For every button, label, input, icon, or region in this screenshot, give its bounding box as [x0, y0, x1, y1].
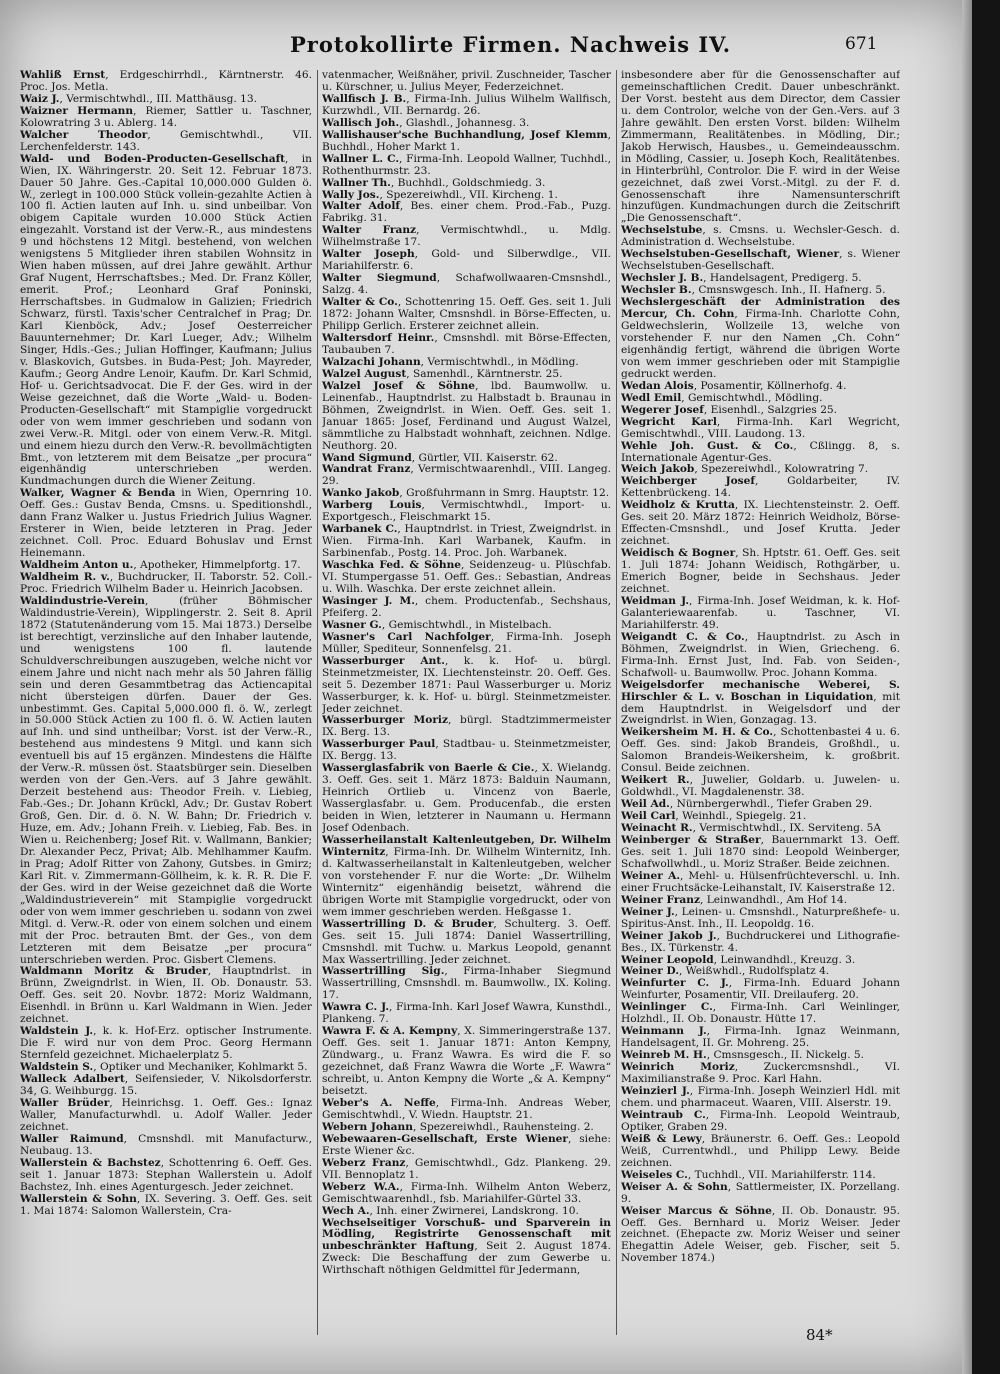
entry-name: Weinberger & Straßer	[621, 834, 761, 846]
entry-name: Weikersheim M. H. & Co.	[621, 726, 774, 739]
register-entry	[621, 632, 900, 680]
entry-text: , Firma-Inh. Josef Weidman, k. k. Hof-Galanteriewaarenfab. u. Taschner, VI. Mariahilferstr. 49.	[621, 594, 900, 631]
entry-name: Weidholz & Krutta	[621, 499, 735, 512]
entry-text: , Spezereiwhdl., VII. Kircheng. 1.	[379, 188, 558, 201]
register-entry	[621, 1086, 900, 1110]
entry-name: Walker, Wagner & Benda	[20, 487, 176, 500]
entry-name: Waldmann Moritz & Bruder	[20, 965, 208, 978]
page-number: 671	[845, 34, 878, 54]
entry-text: , Eisenhdl., Salzgries 25.	[703, 403, 838, 416]
register-entry	[621, 835, 900, 871]
entry-text: , Optiker und Mechaniker, Kohlmarkt 5.	[93, 1061, 308, 1074]
entry-name: Wawra C. J.	[322, 1001, 390, 1014]
register-entry	[20, 1158, 312, 1194]
entry-text: , Gemischtwhdl., Mödling.	[681, 391, 823, 404]
entry-name: Wassertrilling D. & Bruder	[322, 917, 494, 930]
register-entry	[621, 871, 900, 895]
register-entry	[322, 656, 611, 716]
entry-text: , Leinwandhdl., Kreuzg. 3.	[713, 953, 856, 966]
entry-name: Wech A.	[322, 1204, 370, 1217]
register-entry	[322, 632, 611, 656]
entry-name: Weich Jakob	[621, 463, 695, 476]
entry-text: , Firma-Inh. Dr. Wilhelm Winternitz, Inh. d. Kaltwasserheilanstalt in Kaltenleutgeben, welcher von vorstehender F. nur die Worte: „Dr. Wilhelm Winternitz“ eigenhändig beisetzt, während die übrigen Worte mit Stampiglie vorgedruckt, oder von wem immer geschrieben werden. Heßgasse 1.	[322, 845, 611, 918]
entry-text: , Erdgeschirrhdl., Kärntnerstr. 46. Proc. Jos. Metla.	[20, 70, 312, 93]
entry-name: Walzel August	[322, 367, 407, 380]
entry-name: Wehle Joh. Gust. & Co.	[621, 439, 794, 452]
register-entry	[20, 106, 312, 130]
entry-text: , Spezereiwhdl., Rauhensteing. 2.	[412, 1120, 594, 1133]
entry-name: Weil Ad.	[621, 798, 670, 811]
entry-name: Wanko Jakob	[322, 487, 400, 500]
entry-text: , IX. Severing. 3. Oeff. Ges. seit 1. Mai 1874: Salomon Wallerstein, Cra-	[20, 1192, 312, 1217]
column-divider	[317, 70, 318, 1335]
entry-text: , Vermischtwhdl., Import- u. Exportgesch., Fleischmarkt 15.	[322, 499, 611, 524]
entry-name: Wechselstube	[621, 224, 703, 237]
entry-text: , Spezereiwhdl., Kolowratring 7.	[694, 463, 869, 476]
entry-name: Wald- und Boden-Producten-Gesellschaft	[20, 152, 286, 165]
entry-name: Wasserburger Ant.	[322, 654, 445, 667]
register-entry	[621, 1002, 900, 1026]
entry-name: Weber's A. Neffe	[322, 1096, 436, 1109]
entry-name: Weiser Marcus & Söhne	[621, 1204, 772, 1217]
entry-text: , Firma-Inh. Andreas Weber, Gemischtwhdl., V. Wiedn. Hauptstr. 21.	[322, 1096, 611, 1121]
column-2	[322, 70, 611, 1340]
entry-text: , Leinwandhdl., Am Hof 14.	[700, 893, 848, 906]
register-entry	[621, 1062, 900, 1086]
entry-text: , Hauptndrlst. in Triest, Zweigndrlst. in Wien. Firma-Inh. Karl Warbanek, Kaufm. in Sarbinenfab., Postg. 14. Proc. Joh. Warbanek.	[322, 523, 611, 560]
entry-name: Wasinger J. M.	[322, 594, 415, 607]
entry-name: Wechslergeschäft der Administration des Mercur, Ch. Cohn	[621, 296, 900, 321]
entry-text: , Inh. einer Zwirnerei, Landskrong. 10.	[369, 1204, 579, 1217]
entry-name: Weigandt C. & Co.	[621, 630, 745, 643]
register-entry	[322, 739, 611, 763]
entry-name: Waizner Hermann	[20, 104, 134, 117]
register-entry	[621, 417, 900, 441]
register-entry	[322, 596, 611, 620]
entry-text: vatenmacher, Weißnäher, privil. Zuschneider, Tascher u. Kürschner, u. Julius Meyer, Federzeichnet.	[322, 70, 611, 93]
register-entry	[322, 500, 611, 524]
entry-name: Wasner G.	[322, 618, 382, 631]
entry-text: , Samenhdl., Kärntnerstr. 25.	[406, 367, 563, 380]
entry-text: , Firma-Inh. Leopold Weintraub, Optiker, Graben 29.	[621, 1108, 900, 1133]
entry-name: Walter & Co.	[322, 296, 398, 309]
entry-text: , Buchhdl., Hoher Markt 1.	[322, 128, 611, 153]
entry-name: Waldindustrie-Verein	[20, 594, 145, 607]
entry-text: , Firma-Inh. Karl Josef Wawra, Kunsthdl., Plankeng. 7.	[322, 1001, 611, 1026]
entry-text: , Firma-Inh. Leopold Wallner, Tuchhdl., Rothenthurmstr. 23.	[322, 152, 611, 177]
entry-name: Waiz J.	[20, 92, 60, 105]
entry-text: , Tuchhdl., VII. Mariahilferstr. 114.	[687, 1168, 876, 1181]
entry-text: , Schottenring 6. Oeff. Ges. seit 1. Januar 1873: Stephan Wallerstein u. Adolf Bachstez, Inh. eines Agenturgesch. Jeder zeichnet.	[20, 1156, 312, 1193]
entry-text: , in Wien, IX. Währingerstr. 20. Seit 12. Februar 1873. Dauer 50 Jahre. Ges.-Capital 10,000.000 Gulden ö. W., zerlegt in 100.000 Stück vollein-gezahlte Actien à 100 fl. Actien lauten auf Inh. u. sind unbeilbar. Von obigem Capitale wurden 10.000 Stück Actien eingezahlt. Vorstand ist der Verw.-R., aus mindestens 9 und höchstens 12 Mitgl. bestehend, von welchen wenigstens 5 Mitglieder ihren stabilen Wohnsitz in Wien haben müssen, auf drei Jahre gewählt. Arthur Graf Nugent, Herrschaftsbes.; Med. Dr. Franz Köller, emerit. Prof.; Leonhard Graf Poninski, Herrschaftsbes. in Gudmalow in Galizien; Friedrich Schwarz, fürstl. Taxis'scher Centralchef in Prag; Dr. Karl Kienböck, Adv.; Josef Oesterreicher Bauunternehmer; Dr. Karl Lueger, Adv.; Wilhelm Singer, Hdls.-Ges.; Julian Hoffinger, Kaufmann; Julius v. Blaskovich, Gutsbes. in Buda-Pest; Joh. Mayreder, Kaufm.; Georg Andre Lenoir, Kaufm. Dr. Karl Schmid, Hof- u. Gerichtsadvocat. Die F. der Ges. wird in der Weise gezeichnet, daß die Worte „Wald- u. Boden-Producten-Gesellschaft“ mit Stampiglie vorgedruckt oder von wem immer geschrieben und sodann von zwei Verw.-R. Mitgl. oder von einem Verw.-R. Mitgl. und einem hiezu durch den Verw.-R. bevollmächtigten Bmt., von letzterem mit dem Beisatze „per procura“ eigenhändig unterschrieben werden. Kundmachungen durch die Wiener Zeitung.	[20, 152, 312, 488]
entry-text: , k. k. Hof- u. bürgl. Steinmetzmeister, IX. Liechtensteinstr. 20. Oeff. Ges. seit 5. Dezember 1871: Paul Wasserburger u. Moriz Wasserburger, k. k. Hof- u. bürgl. Steinmetzmeister. Jeder zeichnet.	[322, 654, 611, 715]
entry-text: , Firma-Inh. Wilhelm Anton Weberz, Gemischtwaarenhdl., fsb. Mariahilfer-Gürtel 33.	[322, 1180, 611, 1205]
entry-text: , Juwelier, Goldarb. u. Juwelen- u. Goldwhdl., VI. Magdalenenstr. 38.	[621, 774, 900, 799]
register-entry	[322, 763, 611, 835]
entry-text: , Buchhdl., Goldschmiedg. 3.	[390, 176, 546, 189]
register-entry	[621, 1206, 900, 1266]
entry-name: Wallner Th.	[322, 176, 391, 189]
entry-text: , Leinen- u. Cmsnshdl., Naturpreßhefe- u. Spiritus-Anst. Inh., II. Leopoldg. 16.	[621, 905, 900, 930]
entry-name: Waldheim R. v.	[20, 571, 110, 584]
entry-text: , chem. Productenfab., Sechshaus, Pfeiferg. 2.	[322, 594, 611, 619]
register-entry	[322, 381, 611, 453]
entry-name: Wechselseitiger Vorschuß- und Sparverein in Mödling, Registrirte Genossenschaft mit unbeschränkter Haftung	[322, 1216, 611, 1253]
register-entry	[621, 907, 900, 931]
entry-text: , Cßlingg. 8, s. Internationale Agentur-Ges.	[621, 439, 900, 464]
entry-name: Waltersdorf Heinr.	[322, 331, 435, 344]
entry-text: , k. k. Hof-Erz. optischer Instrumente. Die F. wird nur von dem Proc. Georg Hermann Sternfeld gezeichnet. Michaelerplatz 5.	[20, 1025, 312, 1062]
register-entry	[322, 333, 611, 357]
entry-text: , Cmsnshdl. mit Manufacturw., Neubaug. 13.	[20, 1132, 312, 1157]
entry-name: Wasserheilanstalt Kaltenleutgeben, Dr. Wilhelm Winternitz	[322, 834, 611, 858]
entry-name: Wallishauser'sche Buchhandlung, Josef Klemm	[322, 128, 608, 141]
register-entry	[322, 966, 611, 1002]
entry-name: Weberz Franz	[322, 1156, 406, 1169]
register-entry	[20, 572, 312, 596]
entry-text: , IX. Liechtensteinstr. 2. Oeff. Ges. seit 20. März 1872: Heinrich Weidholz, Börse-Effecten-Cmsnshdl., und Josef Krutta. Jeder zeichnet.	[621, 499, 900, 548]
register-entry	[322, 464, 611, 488]
entry-text: insbesondere aber für die Genossenschafter auf gemeinschaftlichen Credit. Dauer unbeschränkt. Der Vorst. besteht aus dem Director, dem Cassier u. dem Controlor, welche von der Gen.-Vers. auf 3 Jahre gewählt. Den ersten Vorst. bilden: Wilhelm Zimmermann, Realitätenbes. in Mödling, Dir.; Jakob Herwisch, Hausbes., u. Gemeindeausschm. in Mödling, Cassier, u. Joseph Koch, Realitätenbes. in Hinterbrühl, Controlor. Die F. wird in der Weise gezeichnet, daß zwei Vorst.-Mitgl. zu der F. d. Genossenschaft ihre Namensunterschrift hinzufügen. Kundmachungen durch die Zeitschrift „Die Genossenschaft“.	[621, 70, 900, 225]
entry-name: Weberz W.A.	[322, 1180, 400, 1193]
entry-name: Weil Carl	[621, 810, 676, 823]
entry-name: Walcher Theodor	[20, 128, 148, 141]
entry-text: , Hauptndrlst. zu Asch in Böhmen, Zweigndrlst. in Wien, Griecheng. 6. Firma-Inh. Ernst Just, Ind. Fab. von Seiden-, Schafwoll- u. Baumwollw. Proc. Johann Komma.	[621, 630, 900, 679]
entry-text: , Sattlermeister, IX. Porzellang. 9.	[621, 1180, 900, 1205]
register-entry	[322, 560, 611, 596]
entry-text: , mit dem Hauptndrlst. in Weigelsdorf und der Zweigndrlst. in Wien, Gonzagag. 13.	[621, 690, 900, 727]
entry-text: , Heinrichsg. 1. Oeff. Ges.: Ignaz Waller, Manufacturwhdl. u. Adolf Waller. Jeder zeichnet.	[20, 1096, 312, 1133]
entry-name: Walter Adolf	[322, 200, 400, 213]
entry-text: , Seifensieder, V. Nikolsdorferstr. 34, G. Weihburgg. 15.	[20, 1073, 312, 1098]
entry-name: Weiß & Lewy	[621, 1132, 702, 1145]
register-entry	[20, 596, 312, 967]
entry-text: , Apotheker, Himmelpfortg. 17.	[133, 559, 301, 572]
entry-name: Weiner Franz	[621, 893, 701, 906]
entry-name: Weinfurter C. J.	[621, 977, 729, 990]
entry-name: Waldstein J.	[20, 1025, 94, 1038]
register-entry	[20, 130, 312, 154]
entry-text: , Schottenring 15. Oeff. Ges. seit 1. Juli 1872: Johann Walter, Cmsnshdl. in Börse-Effecten, u. Philipp Gerlich. Ersterer zeichnet allein.	[322, 296, 611, 333]
entry-text: , Firma-Inh. Eduard Johann Weinfurter, Posamentir, VII. Dreilauferg. 20.	[621, 977, 900, 1002]
register-entry	[322, 70, 611, 94]
entry-text: , Firma-Inh. Ignaz Weinmann, Handelsagent, II. Gr. Mohreng. 25.	[621, 1025, 900, 1050]
entry-name: Weinzierl J.	[621, 1085, 690, 1098]
entry-text: , Weißwhdl., Rudolfsplatz 4.	[679, 965, 830, 978]
register-entry	[322, 1158, 611, 1182]
text-columns	[20, 70, 900, 1340]
entry-text: , Vermischtwaarenhdl., VIII. Langeg. 29.	[322, 463, 611, 488]
entry-text: , Nürnbergerwhdl., Tiefer Graben 29.	[669, 798, 873, 811]
entry-name: Weichberger Josef	[621, 475, 755, 488]
entry-name: Weintraub C.	[621, 1108, 706, 1121]
column-3	[621, 70, 900, 1340]
entry-text: , Firma-Inhaber Siegmund Wassertrilling, Cmsnshdl. m. Baumwollw., IX. Koling. 17.	[322, 965, 611, 1002]
entry-name: Wegerer Josef	[621, 403, 704, 416]
entry-name: Wallisch Joh.	[322, 116, 400, 129]
entry-name: Walter Joseph	[322, 248, 415, 261]
entry-text: , Vermischtwhdl., in Mödling.	[420, 355, 579, 368]
entry-name: Weiser A. & Sohn	[621, 1180, 728, 1193]
entry-text: , s. Cmsns. u. Wechsler-Gesch. d. Administration d. Wechselstube.	[621, 224, 900, 249]
register-entry	[20, 1134, 312, 1158]
register-entry	[20, 1194, 312, 1218]
entry-name: Webern Johann	[322, 1120, 413, 1133]
entry-text: , Vermischtwhdl., III. Matthäusg. 13.	[59, 92, 257, 105]
entry-name: Wedan Alois	[621, 379, 694, 392]
register-entry	[621, 500, 900, 548]
register-entry	[20, 1074, 312, 1098]
entry-name: Weiner J.	[621, 905, 675, 918]
register-entry	[621, 70, 900, 225]
entry-name: Walzel Josef & Söhne	[322, 379, 476, 392]
register-entry	[621, 596, 900, 632]
register-entry	[322, 1182, 611, 1206]
entry-name: Wally Jos.	[322, 188, 380, 201]
entry-text: , Posamentir, Köllnerhofg. 4.	[693, 379, 847, 392]
entry-name: Weinrich Moriz	[621, 1061, 735, 1074]
entry-name: Weiner A.	[621, 869, 681, 882]
entry-text: , Schafwollwaaren-Cmsnshdl., Salzg. 4.	[322, 272, 611, 297]
entry-name: Waller Raimund	[20, 1132, 124, 1145]
register-entry	[621, 680, 900, 728]
entry-text: , Gemischtwhdl., Gdz. Plankeng. 29. VII. Bennoplatz 1.	[322, 1156, 611, 1181]
entry-text: , X. Simmeringerstraße 137. Oeff. Ges. seit 1. Januar 1871: Anton Kempny, Zündwarg., u. Franz Wawra. Es wird die F. so gezeichnet, daß Franz Wawra die Worte „F. Wawra“ schreibt, u. Anton Kempny die Worte „& A. Kempny“ beisetzt.	[322, 1025, 611, 1098]
entry-text: , bürgl. Stadtzimmermeister IX. Berg. 13.	[322, 714, 611, 739]
entry-name: Wallerstein & Bachstez	[20, 1156, 161, 1169]
entry-text: , Riemer, Sattler u. Taschner, Kolowratring 3 u. Ablerg. 14.	[20, 104, 312, 129]
entry-name: Waldstein S.	[20, 1061, 94, 1074]
register-entry	[621, 978, 900, 1002]
entry-text: , Cmsnswgesch. Inh., II. Hafnerg. 5.	[691, 284, 886, 297]
entry-name: Wedl Emil	[621, 391, 682, 404]
entry-text: , lbd. Baumwollw. u. Leinenfab., Hauptndrlst. zu Halbstadt b. Braunau in Böhmen, Zweigndrlst. in Wien. Oeff. Ges. seit 1. Januar 1865: Josef, Ferdinand und August Walzel, sämmtliche zu Halbstadt wohnhaft, zeichnen. Ndlge. Neuthorg. 20.	[322, 379, 611, 452]
entry-text: , Handelsagent, Predigerg. 5.	[703, 272, 862, 285]
entry-name: Warbanek C.	[322, 523, 398, 536]
entry-text: , siehe: Erste Wiener &c.	[322, 1132, 611, 1157]
entry-name: Wawra F. & A. Kempny	[322, 1025, 458, 1038]
entry-name: Waller Brüder	[20, 1096, 110, 1109]
register-entry	[621, 1134, 900, 1170]
entry-text: , Weinhdl., Spiegelg. 21.	[675, 810, 807, 823]
entry-text: , Zuckercmsnshdl., VI. Maximilianstraße 9. Proc. Karl Hahn.	[621, 1061, 900, 1086]
register-entry	[322, 919, 611, 967]
entry-text: , Glashdl., Johannesg. 3.	[399, 116, 530, 129]
register-entry	[322, 201, 611, 225]
register-entry	[20, 1098, 312, 1134]
register-entry	[322, 273, 611, 297]
entry-text: , Cmsnsgesch., II. Nickelg. 5.	[706, 1049, 865, 1062]
column-divider	[616, 70, 617, 1335]
entry-text: , Schulterg. 3. Oeff. Ges. seit 15. Juli 1874: Daniel Wassertrilling, Cmsnshdl. mit Tuchw. u. Markus Leopold, genannt Max Wassertrilling. Jeder zeichnet.	[322, 917, 611, 966]
register-entry	[322, 297, 611, 333]
entry-text: , Seit 2. August 1874. Zweck: Die Beschaffung der zum Gewerbe u. Wirthschaft nöthigen Geldmittel für Jedermann,	[322, 1240, 611, 1277]
entry-text: , Seidenzeug- u. Plüschfab. VI. Stumpergasse 51. Oeff. Ges.: Sebastian, Andreas u. Wilh. Waschka. Der erste zeichnet allein.	[322, 559, 611, 595]
entry-text: , s. Wiener Wechselstuben-Gesellschaft.	[621, 248, 900, 273]
entry-name: Weigelsdorfer mechanische Weberei, S. Hirschler & L. v. Boschan in Liquidation	[621, 678, 900, 703]
register-entry	[20, 1026, 312, 1062]
entry-text: , Großfuhrmann in Smrg. Hauptstr. 12.	[399, 487, 610, 500]
register-entry	[621, 1026, 900, 1050]
entry-text: , Bes. einer chem. Prod.-Fab., Puzg. Fabrikg. 31.	[322, 200, 611, 225]
entry-name: Weiner Jakob J.	[621, 929, 717, 942]
register-entry	[322, 154, 611, 178]
entry-name: Wand Sigmund	[322, 451, 412, 464]
register-entry	[322, 225, 611, 249]
register-entry	[322, 94, 611, 118]
entry-name: Weinacht R.	[621, 822, 693, 835]
entry-name: Waschka Fed. & Söhne	[322, 559, 462, 572]
register-entry	[621, 775, 900, 799]
register-entry	[621, 931, 900, 955]
entry-text: , Schottenbastei 4 u. 6. Oeff. Ges. sind: Jakob Brandeis, Großhdl., u. Salomon Brandeis-Weikersheim, k. großbrit. Consul. Beide zeichnen.	[621, 726, 900, 775]
entry-name: Waldheim Anton u.	[20, 559, 134, 572]
register-entry	[20, 154, 312, 489]
register-entry	[322, 1098, 611, 1122]
entry-name: Walter Siegmund	[322, 272, 437, 285]
register-entry	[322, 524, 611, 560]
entry-name: Wasserburger Moriz	[322, 714, 448, 727]
register-entry	[621, 548, 900, 596]
entry-text: , Firma-Inh. Charlotte Cohn, Geldwechslerin, Wollzeile 13, welche von vorstehender F. nur den Namen „Ch. Cohn“ eigenhändig fertigt, während die übrigen Worte von wem immer geschrieben oder mit Stampiglie gedruckt werden.	[621, 308, 900, 380]
entry-text: , Firma-Inh. Julius Wilhelm Wallfisch, Kurzwhdl., VII. Bernardg. 26.	[322, 92, 611, 117]
entry-name: Wegricht Karl	[621, 415, 717, 428]
entry-name: Wandrat Franz	[322, 463, 411, 476]
signature-mark: 84*	[806, 1326, 833, 1344]
entry-text: , Bauernmarkt 13. Oeff. Ges. seit 1. Juli 1870 sind: Leopold Weinberger, Schafwollwhdl., u. Moriz Straßer. Beide zeichnen.	[621, 834, 900, 870]
entry-text: , Vermischtwhdl., IX. Serviteng. 5A	[692, 822, 882, 835]
page-title: Protokollirte Firmen. Nachweis IV.	[290, 32, 732, 57]
register-entry	[621, 727, 900, 775]
entry-name: Wallner L. C.	[322, 152, 400, 165]
entry-name: Wechsler B.	[621, 284, 692, 297]
register-entry	[20, 488, 312, 560]
register-entry	[621, 441, 900, 465]
register-entry	[322, 715, 611, 739]
page-header	[0, 30, 972, 60]
entry-text: , Vermischtwhdl., u. Mdlg. Wilhelmstraße 17.	[322, 224, 611, 249]
register-entry	[322, 1002, 611, 1026]
entry-name: Walter Franz	[322, 224, 417, 237]
entry-text: , Buchdrucker, II. Taborstr. 52. Coll.-Proc. Friedrich Wilhelm Bader u. Heinrich Jacobsen.	[20, 571, 312, 595]
register-entry	[20, 70, 312, 94]
entry-text: , Sh. Hptstr. 61. Oeff. Ges. seit 1. Juli 1874: Johann Weidisch, Rothgärber, u. Emerich Bogner, beide in Sechshaus. Jeder zeichnet.	[621, 547, 900, 595]
register-entry	[322, 1218, 611, 1278]
entry-name: Weidisch & Bogner	[621, 547, 736, 560]
entry-text: , Stadtbau- u. Steinmetzmeister, IX. Bergg. 13.	[322, 738, 611, 763]
entry-text: , Firma-Inh. Carl Weinlinger, Holzhdl., II. Ob. Donaustr. Hütte 17.	[621, 1001, 900, 1026]
entry-name: Weinmann J.	[621, 1025, 707, 1038]
register-entry	[322, 130, 611, 154]
entry-name: Wechsler J. B.	[621, 272, 704, 285]
entry-name: Wahliß Ernst	[20, 70, 106, 81]
entry-text: , Firma-Inh. Joseph Weinzierl Hdl. mit chem. und pharmaceut. Waaren, VIII. Alserstr. 19.	[621, 1085, 900, 1109]
entry-text: , II. Ob. Donaustr. 95. Oeff. Ges. Bernhard u. Moriz Weiser. Jeder zeichnet. (Ehepacte zw. Moriz Weiser und seiner Ehegattin Adele Weiser, geb. Fischer, seit 5. November 1874.)	[621, 1204, 900, 1265]
entry-name: Weidman J.	[621, 594, 690, 607]
entry-text: in Wien, Opernring 10. Oeff. Ges.: Gustav Benda, Cmsns. u. Speditionshdl., dann Franz Walker u. Justus Friedrich Julius Wagner. Ersterer in Wien, beide letzteren in Prag. Jeder zeichnet. Coll. Proc. Eduard Bohuslav und Ernst Heinemann.	[20, 487, 312, 560]
register-entry	[621, 225, 900, 249]
entry-name: Weiner D.	[621, 965, 680, 978]
register-entry	[322, 249, 611, 273]
register-entry	[621, 1110, 900, 1134]
entry-name: Webewaaren-Gesellschaft, Erste Wiener	[322, 1132, 568, 1145]
entry-text: , Gold- und Silberwdlge., VII. Mariahilferstr. 6.	[322, 248, 611, 273]
entry-text: , Buchdruckerei und Lithografie-Bes., IX. Türkenstr. 4.	[621, 929, 900, 954]
entry-text: , Mehl- u. Hülsenfrüchteverschl. u. Inh. einer Fruchtsäcke-Leihanstalt, IV. Kaiserstraße 12.	[621, 869, 900, 894]
column-1	[20, 70, 312, 1340]
entry-name: Wallerstein & Sohn	[20, 1192, 137, 1205]
entry-name: Weiseles C.	[621, 1168, 688, 1181]
entry-name: Walzachi Johann	[322, 355, 421, 368]
entry-text: , Gemischtwhdl., VII. Lerchenfelderstr. 143.	[20, 128, 312, 153]
entry-text: , Goldarbeiter, IV. Kettenbrückeng. 14.	[621, 475, 900, 500]
entry-text: , Hauptndrlst. in Brünn, Zweigndrlst. in Wien, II. Ob. Donaustr. 53. Oeff. Ges. seit 20. Novbr. 1872: Moriz Waldmann, Eisenhdl. in Brünn u. Karl Waldmann in Wien. Jeder zeichnet.	[20, 965, 312, 1026]
entry-name: Wasner's Carl Nachfolger	[322, 630, 491, 643]
entry-name: Wasserburger Paul	[322, 738, 436, 751]
entry-name: Weikert R.	[621, 774, 690, 787]
entry-name: Walleck Adalbert	[20, 1073, 125, 1086]
entry-name: Wassertrilling Sig.	[322, 965, 445, 978]
entry-name: Wallfisch J. B.	[322, 92, 407, 105]
entry-text: , X. Wielandg. 3. Oeff. Ges. seit 1. März 1873: Balduin Naumann, Heinrich Ortlieb u. Vincenz von Baerle, Wasserglasfabr. u. Gem. Producenfab., die ersten beiden in Wien, letzterer in Naumann u. Hermann Josef Odenbach.	[322, 762, 611, 835]
entry-text: , Bräunerstr. 6. Oeff. Ges.: Leopold Weiß, Currentwhdl., und Philipp Lewy. Beide zeichnen.	[621, 1132, 900, 1169]
register-entry	[20, 966, 312, 1026]
register-entry	[322, 835, 611, 919]
entry-name: Weinlinger C.	[621, 1001, 713, 1014]
entry-name: Wasserglasfabrik von Baerle & Cie.	[322, 762, 535, 775]
entry-name: Wechselstuben-Gesellschaft, Wiener	[621, 248, 840, 261]
register-entry	[322, 1026, 611, 1098]
register-entry	[621, 297, 900, 381]
entry-text: , Firma-Inh. Karl Wegricht, Gemischtwhdl., VIII. Laudong. 13.	[621, 415, 900, 440]
entry-text: , Cmsnshdl. mit Börse-Effecten, Taubauben 7.	[322, 331, 611, 356]
register-entry	[621, 1182, 900, 1206]
entry-text: , Firma-Inh. Joseph Müller, Spediteur, Sonnenfelsg. 21.	[322, 630, 611, 655]
entry-name: Weiner Leopold	[621, 953, 714, 966]
entry-name: Weinreb M. H.	[621, 1049, 707, 1062]
entry-text: , (früher Böhmischer Waldindustrie-Verein), Wipplingerstr. 2. Seit 8. April 1872 (Statutenänderung vom 15. Mai 1873.) Derselbe ist berechtigt, verzinsliche auf den Inhaber lautende, und wenigstens 100 fl. lautende Schuldverschreibungen auszugeben, welche nicht vor einem Jahre und nicht nach mehr als 50 Jahren fällig sein und deren Gesammtbetrag das Actiencapital nicht übersteigen dürfen. Dauer der Ges. unbestimmt. Ges. Capital 5,000.000 fl. ö. W., zerlegt in 50.000 Stück Actien zu 100 fl. ö. W. Actien lauten auf Inh. und sind untheilbar; Vorst. ist der Verw.-R., bestehend aus mindestens 9 Mitgl. und kann sich eventuell bis auf 15 ergänzen. Mindestens die Hälfte der Verw.-R. müssen öst. Staatsbürger sein. Dieselben werden von der Gen.-Vers. auf 3 Jahre gewählt. Derzeit bestehend aus: Theodor Freih. v. Liebieg, Fab.-Ges.; Dr. Johann Krückl, Adv.; Dr. Gustav Robert Groß, Gen. Dir. d. ö. N. W. Bahn; Dr. Friedrich v. Huze, em. Adv.; Johann Freih. v. Liebieg, Fab. Bes. in Wien u. Reichenberg; Josef Rit. v. Wallmann, Bankier; Dr. Alexander Pecz, Privat; Alb. Mehlhammer Kaufm. in Prag; Adolf Ritter von Zahony, Gutsbes. in Gmirz; Karl Rit. v. Zimmermann-Göllheim, k. k. R. R. Die F. der Ges. wird in der Weise gezeichnet daß die Worte „Waldindustrieverein“ mit Stampiglie vorgedruckt oder von wem immer geschrieben u. sodann von zwei Mitgl. d. Verw.-R. oder von einem solchen und einem mit der Proc. betrauten Bmt. der Ges., von dem Letzteren mit dem Beisatze „per procura“ unterschrieben werden. Proc. Gisbert Clemens.	[20, 594, 312, 966]
register-entry	[322, 1134, 611, 1158]
register-entry	[621, 476, 900, 500]
register-entry	[621, 249, 900, 273]
entry-name: Warberg Louis	[322, 499, 422, 512]
entry-text: , Gürtler, VII. Kaiserstr. 62.	[411, 451, 558, 464]
entry-text: , Gemischtwhdl., in Mistelbach.	[381, 618, 552, 631]
